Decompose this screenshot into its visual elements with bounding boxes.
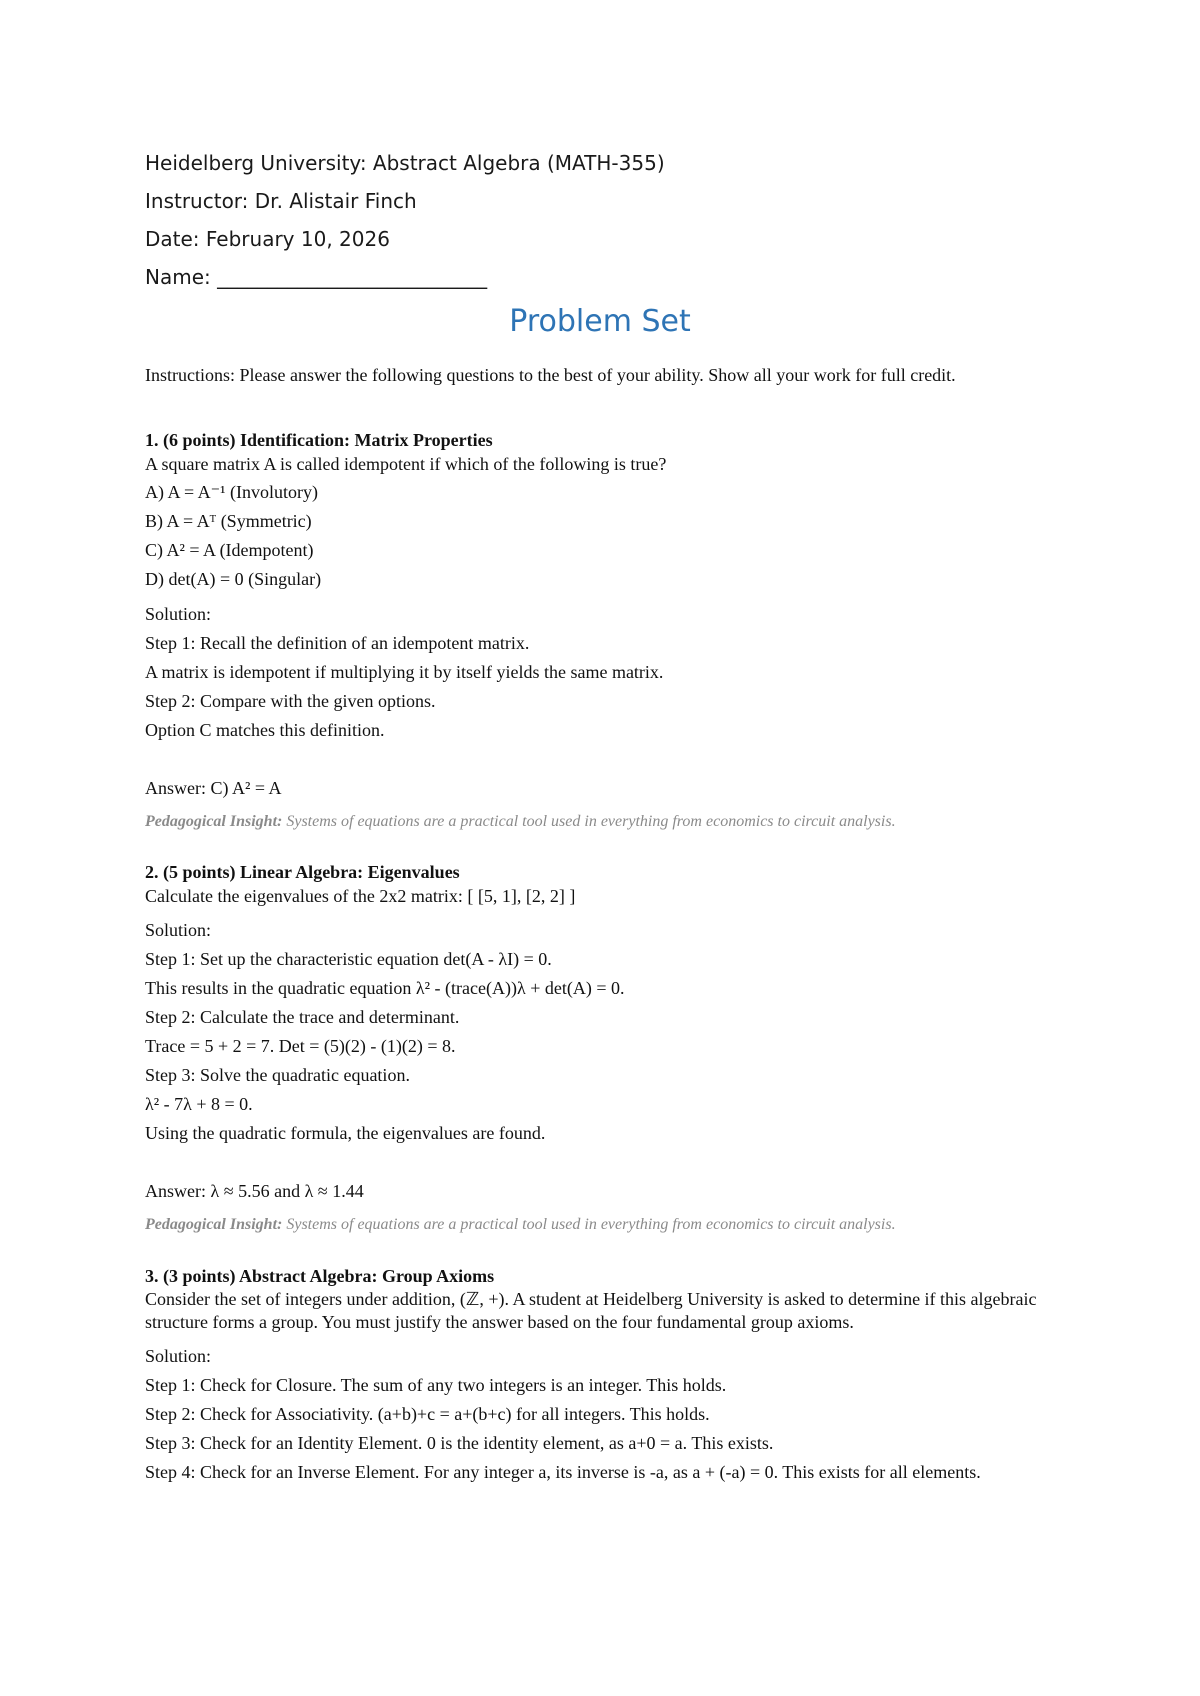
solution-step: Step 3: Check for an Identity Element. 0 is the identity element, as a+0 = a. This exists. <box>145 1433 774 1453</box>
solution-label: Solution: <box>145 920 212 940</box>
question-2 <box>145 860 1065 1240</box>
page-title: Problem Set <box>509 304 691 339</box>
solution-step: A matrix is idempotent if multiplying it by itself yields the same matrix. <box>145 662 664 682</box>
answer-line: Answer: C) A² = A <box>145 778 282 798</box>
solution-step: Using the quadratic formula, the eigenvalues are found. <box>145 1123 546 1143</box>
solution-step: Step 1: Recall the definition of an idempotent matrix. <box>145 633 530 653</box>
instructor-line: Instructor: Dr. Alistair Finch <box>145 189 417 213</box>
answer-line: Answer: λ ≈ 5.56 and λ ≈ 1.44 <box>145 1181 364 1201</box>
solution-step: Step 2: Calculate the trace and determinant. <box>145 1007 460 1027</box>
option-d: D) det(A) = 0 (Singular) <box>145 569 322 589</box>
date-line: Date: February 10, 2026 <box>145 227 390 251</box>
option-c: C) A² = A (Idempotent) <box>145 540 314 560</box>
solution-step: Step 1: Check for Closure. The sum of any two integers is an integer. This holds. <box>145 1375 727 1395</box>
solution-label: Solution: <box>145 1346 212 1366</box>
insight-label: Pedagogical Insight: <box>145 813 283 830</box>
question-3 <box>145 1264 1065 1484</box>
solution-step: Trace = 5 + 2 = 7. Det = (5)(2) - (1)(2) = 8. <box>145 1036 456 1056</box>
solution-step: λ² - 7λ + 8 = 0. <box>145 1094 253 1114</box>
solution-step: Step 1: Set up the characteristic equation det(A - λI) = 0. <box>145 949 552 969</box>
pedagogical-insight <box>145 1210 1065 1240</box>
question-title: 2. (5 points) Linear Algebra: Eigenvalues <box>145 862 460 882</box>
instructions-text: Instructions: Please answer the following questions to the best of your ability. Show all your work for full credit. <box>145 365 956 385</box>
question-title: 3. (3 points) Abstract Algebra: Group Axioms <box>145 1266 495 1286</box>
course-title: Heidelberg University: Abstract Algebra (MATH-355) <box>145 151 665 175</box>
solution-step: Step 2: Compare with the given options. <box>145 691 436 711</box>
solution-step: This results in the quadratic equation λ² - (trace(A))λ + det(A) = 0. <box>145 978 625 998</box>
question-prompt: A square matrix A is called idempotent if which of the following is true? <box>145 454 667 474</box>
question-title: 1. (6 points) Identification: Matrix Properties <box>145 430 493 450</box>
pedagogical-insight <box>145 807 1065 837</box>
option-b: B) A = Aᵀ (Symmetric) <box>145 511 312 531</box>
solution-step: Option C matches this definition. <box>145 720 385 740</box>
solution-step: Step 2: Check for Associativity. (a+b)+c = a+(b+c) for all integers. This holds. <box>145 1404 710 1424</box>
name-line: Name: ___________________________ <box>145 265 488 289</box>
question-prompt: Calculate the eigenvalues of the 2x2 matrix: [ [5, 1], [2, 2] ] <box>145 886 576 906</box>
solution-label: Solution: <box>145 604 212 624</box>
question-prompt: Consider the set of integers under addition, (ℤ, +). A student at Heidelberg University is asked to determine if this algebraic structure forms a group. You must justify the answer based on the four fundamental group axioms. <box>145 1289 1037 1332</box>
document-header <box>145 144 1045 296</box>
insight-label: Pedagogical Insight: <box>145 1216 283 1233</box>
option-a: A) A = A⁻¹ (Involutory) <box>145 482 319 502</box>
question-1 <box>145 428 1065 837</box>
solution-step: Step 4: Check for an Inverse Element. For any integer a, its inverse is -a, as a + (-a) = 0. This exists for all elements. <box>145 1462 981 1482</box>
insight-text: Systems of equations are a practical tool used in everything from economics to circuit analysis. <box>286 1216 896 1233</box>
solution-step: Step 3: Solve the quadratic equation. <box>145 1065 410 1085</box>
insight-text: Systems of equations are a practical tool used in everything from economics to circuit analysis. <box>286 813 896 830</box>
